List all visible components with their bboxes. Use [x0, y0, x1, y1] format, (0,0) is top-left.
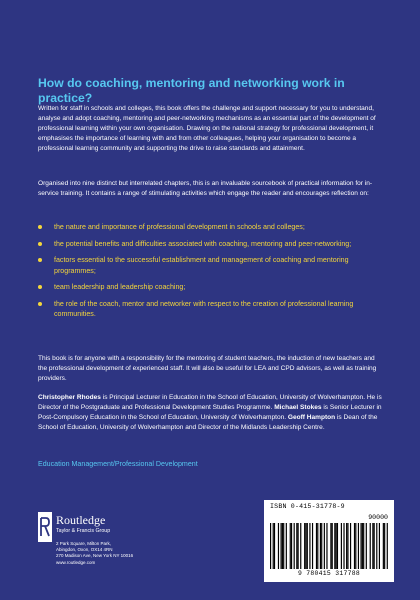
barcode-bar [374, 523, 375, 569]
barcode-bar [300, 523, 301, 569]
barcode-bar [291, 523, 292, 569]
barcode-bar [355, 523, 356, 569]
barcode-bar [274, 523, 275, 569]
barcode-bar [366, 523, 367, 569]
bullet-dot-icon [38, 242, 42, 246]
barcode-bar [309, 523, 310, 569]
publisher-website: www.routledge.com [56, 559, 96, 565]
barcode-bar [334, 523, 335, 569]
barcode-bar [343, 523, 344, 569]
barcode-bar [346, 523, 347, 569]
topic-bullet-list [38, 222, 382, 320]
author-bios [38, 393, 382, 433]
author-name: Geoff Hampton [287, 414, 336, 421]
routledge-r-icon [38, 512, 52, 542]
author-bio: is Senior Lecturer in Post-Compulsory Education in the School of Education, University of Wolverhampton. [38, 404, 382, 421]
barcode-bar [376, 523, 377, 569]
bullet-dot-icon [38, 302, 42, 306]
isbn-label: ISBN 0-415-31778-9 [270, 503, 345, 510]
topic-bullet-text: the nature and importance of professional development in schools and colleges; [54, 223, 305, 231]
barcode-bar [384, 523, 385, 569]
subject-category: Education Management/Professional Development [38, 460, 198, 468]
headline: How do coaching, mentoring and networking work in practice? [38, 76, 345, 105]
barcode-panel [264, 500, 394, 582]
bullet-dot-icon [38, 258, 42, 262]
bullet-dot-icon [38, 285, 42, 289]
barcode-bar [294, 523, 295, 569]
barcode-bar [332, 523, 333, 569]
barcode-bar [316, 523, 317, 569]
barcode-bar [304, 523, 305, 569]
barcode-bar [307, 523, 308, 569]
topic-bullet [38, 255, 382, 276]
address-line: 2 Park Square, Milton Park, [56, 541, 112, 546]
publisher-address [56, 541, 176, 566]
topic-bullet [38, 239, 382, 250]
barcode-bar [270, 523, 271, 569]
address-line: 270 Madison Ave, New York NY 10016 [56, 553, 134, 559]
author-bio: is Dean of the School of Education, University of Wolverhampton and Director of the Midlands Leadership Centre. [38, 414, 378, 431]
barcode-bar [286, 523, 287, 569]
barcode-bar [372, 523, 373, 569]
structure-paragraph: Organised into nine distinct but interrelated chapters, this is an invaluable sourcebook of practical information for in-service training. It contains a range of stimulating activities which engage the reader and encourages reflection on: [38, 180, 373, 197]
barcode-bar [321, 523, 322, 569]
author-bio: is Principal Lecturer in Education in the School of Education, University of Wolverhampton. He is Director of the Postgraduate and Professional Development Studies Programme. [38, 394, 382, 411]
topic-bullet [38, 222, 382, 233]
barcode-bar [273, 523, 274, 569]
barcode-bar [278, 523, 279, 569]
barcode-bar [358, 523, 359, 569]
barcode-bar [350, 523, 351, 569]
intro-paragraph: Written for staff in schools and colleges, this book offers the challenge and support necessary for you to understand, analyse and adopt coaching, mentoring and peer-networking mechanisms as an essential part of the development of professional learning within your own organisation. Drawing on the national strategy for professional development, it emphasises the importance of learning with and from other colleagues, helping your organisation to become a professional learning community and supporting the drive to raise standards and attainment. [38, 105, 376, 152]
barcode-bar [320, 523, 321, 569]
barcode-bar [330, 523, 331, 569]
topic-bullet [38, 282, 382, 293]
audience-paragraph: This book is for anyone with a responsibility for the mentoring of student teachers, the induction of new teachers and the professional development of experienced staff. It will also be useful for LEA and CPD advisors, as well as training providers. [38, 355, 377, 382]
barcode-bar [326, 523, 327, 569]
barcode-bar [305, 523, 306, 569]
publisher-name: Routledge [56, 513, 106, 527]
topic-bullet-text: factors essential to the successful establishment and management of coaching and mentoring programmes; [54, 256, 349, 275]
barcode-bar [347, 523, 348, 569]
barcode-bar [280, 523, 281, 569]
barcode-bar [362, 523, 363, 569]
barcode-bar [363, 523, 364, 569]
barcode-bars-icon [270, 523, 388, 569]
publisher-subtitle: Taylor & Francis Group [56, 528, 111, 534]
barcode-bar [341, 523, 342, 569]
ean-digits: 9 780415 317788 [297, 570, 361, 577]
barcode-bar [370, 523, 371, 569]
address-line: Abingdon, Oxon, OX14 4RN [56, 547, 113, 553]
bullet-dot-icon [38, 225, 42, 229]
barcode-bar [317, 523, 318, 569]
barcode-bar [296, 523, 297, 569]
barcode-bar [282, 523, 283, 569]
topic-bullet-text: team leadership and leadership coaching; [54, 283, 186, 291]
barcode-bar [290, 523, 291, 569]
barcode-bar [312, 523, 313, 569]
author-name: Michael Stokes [274, 404, 322, 411]
barcode-bar [354, 523, 355, 569]
price-code: 90000 [368, 514, 388, 521]
author-name: Christopher Rhodes [38, 394, 101, 401]
barcode-bar [337, 523, 338, 569]
topic-bullet-text: the role of the coach, mentor and networker with respect to the creation of professional learning communities. [54, 299, 354, 318]
barcode-bar [283, 523, 284, 569]
topic-bullet [38, 299, 382, 320]
topic-bullet-text: the potential benefits and difficulties associated with coaching, mentoring and peer-networking; [54, 239, 352, 248]
barcode-bar [298, 523, 299, 569]
barcode-bar [324, 523, 325, 569]
barcode-bar [336, 523, 337, 569]
barcode-bar [383, 523, 384, 569]
barcode-bar [387, 523, 388, 569]
barcode-bar [360, 523, 361, 569]
barcode-bar [379, 523, 380, 569]
publisher-block [38, 512, 188, 582]
